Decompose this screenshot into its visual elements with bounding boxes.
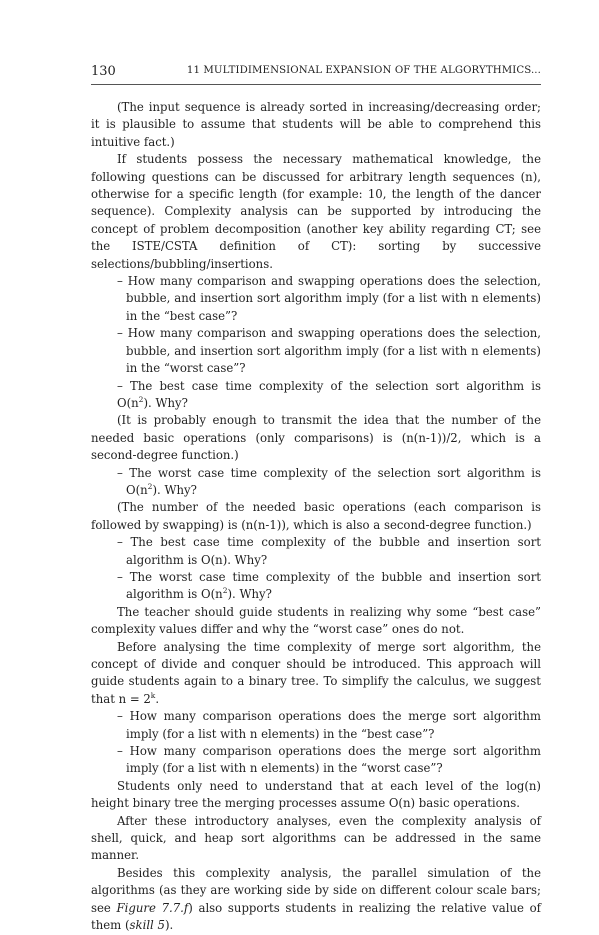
superscript: k [150,690,156,700]
question-text: – The worst case time complexity of the bubble and insertion sort algorithm is O(n [117,569,541,602]
header-rule [91,84,541,85]
question-item [117,569,541,604]
paragraph-text: . [155,691,160,706]
skill-reference: skill 5 [129,918,165,933]
paragraph: (The number of the needed basic operations (each comparison is followed by swapping) is (n(n-1)), which is also a second-degree function.) [91,500,541,532]
paragraph: Students only need to understand that at each level of the log(n) height binary tree the merging processes assume O(n) basic operations. [91,778,541,811]
paragraph: The teacher should guide students in realizing why some “best case” complexity values differ and why the “worst case” ones do not. [91,604,541,637]
question-item: – The best case time complexity of the bubble and insertion sort algorithm is O(n). Why? [117,535,541,567]
page-number: 130 [91,64,116,79]
question-item [117,465,541,500]
paragraph-text: Before analysing the time complexity of merge sort algorithm, the concept of divide and conquer should be introduced. This approach will guide students again to a binary tree. To simplify the calculus, we suggest that n = 2 [91,639,541,706]
body-text [91,99,541,935]
paragraph: After these introductory analyses, even the complexity analysis of shell, quick, and heap sort algorithms can be addressed in the same manner. [91,813,541,863]
question-item: – How many comparison operations does the merge sort algorithm imply (for a list with n elements) in the “best case”? [117,709,541,741]
paragraph [91,639,541,709]
superscript: 2 [147,481,153,491]
question-item: – How many comparison and swapping operations does the selection, bubble, and insertion sort algorithm imply (for a list with n elements) in the “best case”? [117,274,541,323]
question-item [117,378,541,413]
paragraph-text: Besides this complexity analysis, the parallel simulation of the algorithms (as they are working side by side on different colour scale bars; see [91,865,541,915]
figure-reference: Figure 7.7.f [116,900,189,915]
paragraph-text: ). [164,918,174,933]
paragraph: (The input sequence is already sorted in increasing/decreasing order; it is plausible to assume that students will be able to comprehend this intuitive fact.) [91,100,541,149]
paragraph-text: ) also supports students in realizing the relative value of them ( [91,900,541,933]
question-text: ). Why? [152,482,197,497]
superscript: 2 [138,394,144,404]
question-text: ). Why? [143,395,188,410]
paragraph [91,865,541,935]
question-text: – The worst case time complexity of the selection sort algorithm is O(n [117,465,541,497]
question-item: – How many comparison operations does the merge sort algorithm imply (for a list with n elements) in the “worst case”? [117,744,541,776]
running-head [91,64,541,84]
question-text: – The best case time complexity of the selection sort algorithm is O(n [117,378,541,410]
chapter-title: 11 MULTIDIMENSIONAL EXPANSION OF THE ALGORYTHMICS... [186,65,541,76]
question-text: ). Why? [227,587,272,602]
superscript: 2 [222,586,228,596]
paragraph: If students possess the necessary mathematical knowledge, the following questions can be discussed for arbitrary length sequences (n), otherwise for a specific length (for example: 10, the length of the dancer sequence). Complexity analysis can be supported by introducing the concept of problem decomposition (another key ability regarding CT; see the ISTE/CSTA definition of CT): sorting by successive selections/bubbling/insertions. [91,152,541,271]
paragraph: (It is probably enough to transmit the idea that the number of the needed basic operations (only comparisons) is (n(n-1))/2, which is a second-degree function.) [91,413,541,463]
question-item: – How many comparison and swapping operations does the selection, bubble, and insertion sort algorithm imply (for a list with n elements) in the “worst case”? [117,326,541,376]
